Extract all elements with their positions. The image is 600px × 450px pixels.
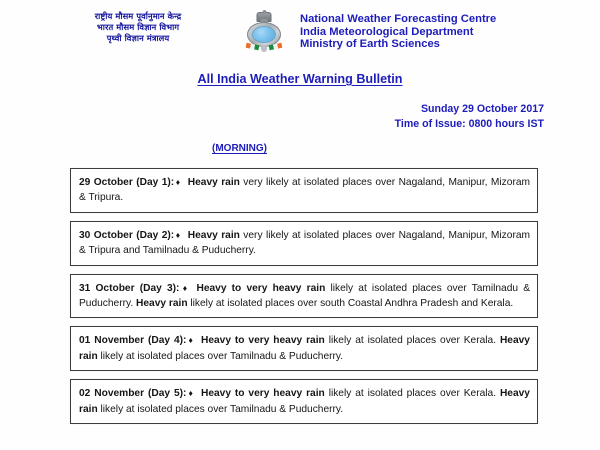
hindi-organization-name	[0, 11, 236, 45]
session-row	[0, 138, 600, 156]
page-title: All India Weather Warning Bulletin	[197, 72, 403, 86]
warning-body-text: likely at isolated places over Kerala.	[324, 388, 500, 400]
warning-body-text: likely at isolated places over Tamilnadu & Puducherry.	[97, 403, 344, 415]
warning-emphasis-text: Heavy rain	[79, 388, 530, 415]
title-row	[0, 70, 600, 88]
warning-box	[70, 221, 538, 266]
session-label: (MORNING)	[212, 143, 267, 154]
india-meteorological-department-emblem-icon	[247, 12, 281, 56]
warning-emphasis-text: Heavy rain	[79, 335, 530, 362]
diamond-bullet-icon: ♦	[175, 229, 181, 240]
issue-info	[0, 102, 600, 132]
warning-emphasis-text: Heavy rain	[187, 177, 240, 188]
warning-body-text: very likely at isolated places over Nagaland, Manipur, Mizoram & Tripura.	[79, 177, 530, 204]
warning-body-text: very likely at isolated places over Nagaland, Manipur, Mizoram & Tripura and Tamilnadu & Puducherry.	[79, 229, 530, 257]
emblem-ribbon-right	[269, 43, 283, 51]
org-line-1: National Weather Forecasting Centre	[300, 13, 497, 25]
warning-emphasis-text: Heavy to very heavy rain	[200, 388, 325, 400]
warning-day-label: 01 November (Day 4):	[79, 335, 187, 347]
diamond-bullet-icon: ♦	[175, 177, 181, 187]
hindi-line-2: भारत मौसम विज्ञान विभाग	[96, 22, 180, 33]
hindi-line-3: पृथ्वी विज्ञान मंत्रालय	[106, 33, 170, 44]
diamond-bullet-icon: ♦	[187, 335, 194, 346]
warning-body-text: likely at isolated places over Kerala.	[324, 335, 500, 347]
warning-box	[70, 379, 538, 424]
warning-list	[0, 168, 600, 424]
warning-body-text: likely at isolated places over Tamilnadu & Puducherry.	[79, 282, 531, 310]
issue-date: Sunday 29 October 2017	[420, 103, 544, 115]
warning-box	[70, 326, 538, 371]
emblem-container	[236, 11, 292, 56]
hindi-line-1: राष्ट्रीय मौसम पूर्वानुमान केन्द्र	[94, 11, 182, 21]
warning-body-text: likely at isolated places over Tamilnadu & Puducherry.	[97, 350, 344, 362]
warning-emphasis-text: Heavy to very heavy rain	[196, 282, 326, 294]
warning-box	[70, 168, 538, 213]
emblem-globe	[252, 26, 276, 43]
warning-box	[70, 274, 538, 319]
warning-body-text: likely at isolated places over south Coastal Andhra Pradesh and Kerala.	[187, 298, 514, 310]
org-line-3: Ministry of Earth Sciences	[300, 38, 440, 51]
warning-day-label: 02 November (Day 5):	[79, 388, 187, 400]
warning-emphasis-text: Heavy to very heavy rain	[200, 335, 325, 347]
page-header	[0, 0, 600, 58]
emblem-tail	[261, 45, 267, 52]
org-line-2: India Meteorological Department	[300, 25, 474, 38]
diamond-bullet-icon: ♦	[180, 282, 190, 293]
warning-emphasis-text: Heavy rain	[187, 229, 240, 241]
warning-emphasis-text: Heavy rain	[136, 298, 188, 310]
issue-time: Time of Issue: 0800 hours IST	[394, 118, 544, 130]
warning-day-label: 30 October (Day 2):	[79, 229, 175, 241]
warning-day-label: 29 October (Day 1):	[79, 177, 175, 188]
english-organization-name	[292, 11, 496, 51]
diamond-bullet-icon: ♦	[187, 388, 194, 399]
warning-day-label: 31 October (Day 3):	[79, 282, 180, 294]
